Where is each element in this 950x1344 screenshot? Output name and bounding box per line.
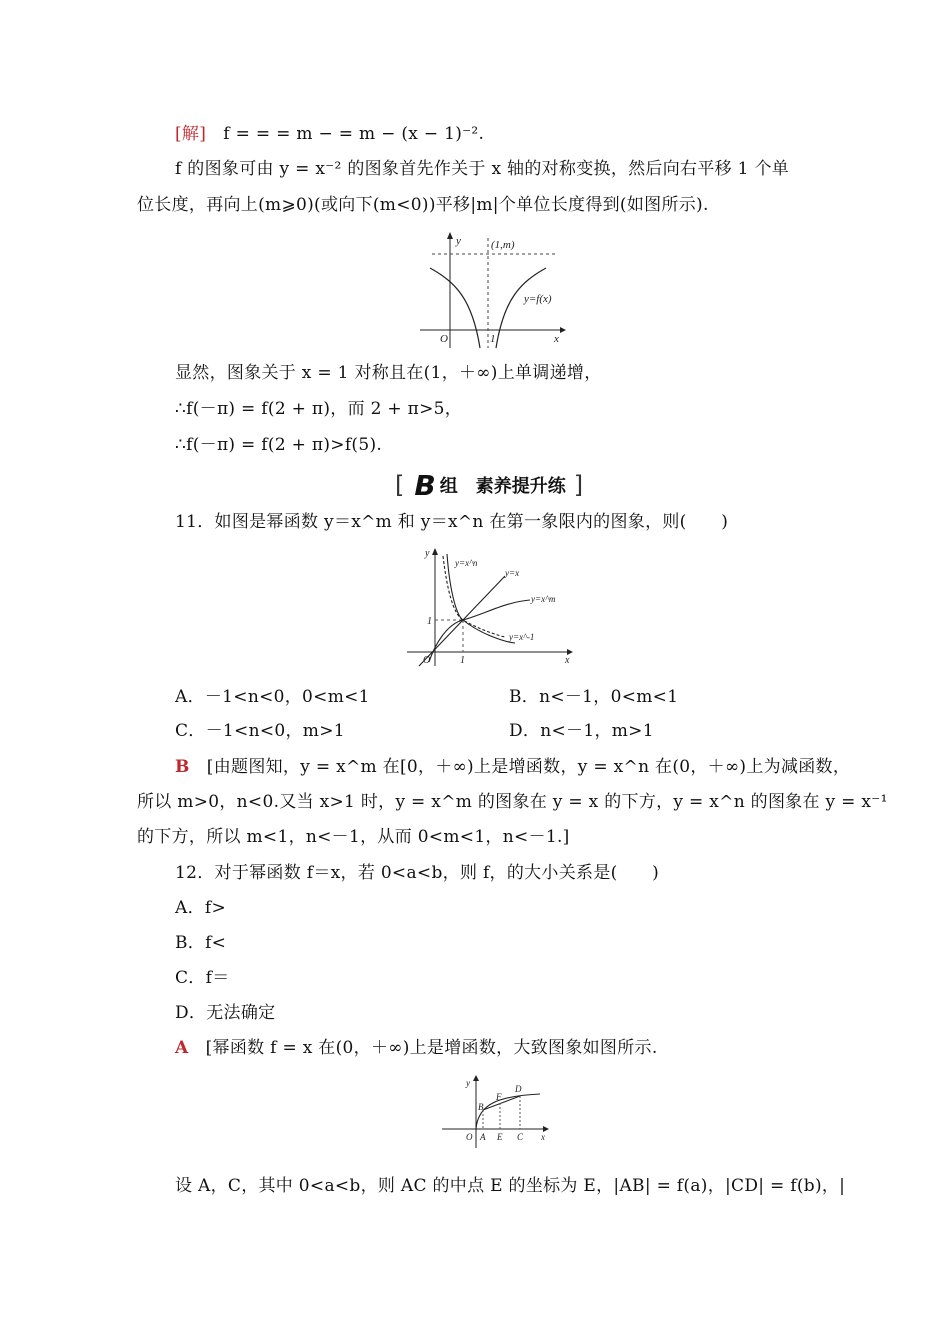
label-a: A	[480, 1132, 486, 1142]
q12-option-d: D．无法确定	[175, 1003, 276, 1023]
label-xn: y=x^n	[455, 558, 478, 568]
label-xm: y=x^m	[531, 594, 556, 604]
label-f: F	[496, 1092, 502, 1102]
q11-exp1: [由题图知，y = x^m 在[0，＋∞)上是增函数，y = x^n 在(0，＋∞)上为减函数，	[206, 757, 851, 777]
sol10-after2: ∴f(－π) = f(2 + π)，而 2 + π>5，	[175, 399, 463, 419]
chord-bd	[483, 1096, 520, 1110]
label-b: B	[478, 1102, 484, 1112]
q11-exp2: 所以 m>0，n<0.又当 x>1 时，y = x^m 的图象在 y = x 的下方，y = x^n 的图象在 y = x⁻¹	[137, 792, 888, 812]
q12-explanation-line1	[175, 1037, 658, 1059]
header-close-bracket: ]	[573, 471, 584, 499]
sol10-formula: f = = = m − = m − (x − 1)⁻².	[223, 124, 485, 144]
label-one: 1	[490, 333, 496, 345]
y-arrow-icon	[473, 1075, 479, 1081]
label-point: (1,m)	[491, 239, 515, 251]
q11-explanation-line1	[175, 756, 850, 778]
q11-answer: B	[175, 757, 190, 777]
label-x: x	[565, 655, 570, 666]
label-yx: y=x	[505, 568, 520, 578]
figure-3-graph	[438, 1074, 553, 1154]
q12-option-a: A．f>	[175, 898, 227, 918]
solution-tag: [解]	[175, 124, 207, 144]
label-o: O	[440, 333, 448, 345]
q11-option-a: A．－1<n<0，0<m<1	[175, 687, 370, 707]
label-y: y	[456, 235, 461, 247]
header-letter: B	[414, 468, 436, 502]
label-curve: y=f(x)	[524, 293, 552, 305]
header-open-bracket: [	[395, 471, 405, 499]
group-b-header	[395, 470, 583, 500]
q12-option-b: B．f<	[175, 933, 227, 953]
x-arrow-icon	[560, 327, 566, 333]
q11-exp3: 的下方，所以 m<1，n<－1，从而 0<m<1，n<－1.]	[137, 827, 570, 847]
q12-exp1: [幂函数 f = x 在(0，＋∞)上是增函数，大致图象如图所示.	[205, 1038, 658, 1058]
label-one-y: 1	[427, 616, 432, 627]
q11-option-d: D．n<－1，m>1	[509, 721, 654, 741]
label-o: O	[466, 1132, 473, 1142]
q11-option-c: C．－1<n<0，m>1	[175, 721, 345, 741]
label-y: y	[425, 548, 430, 559]
label-xinv: y=x^-1	[509, 632, 535, 642]
label-one-x: 1	[460, 655, 465, 666]
power-curve	[476, 1094, 540, 1129]
label-x: x	[554, 333, 559, 345]
q12-option-c: C．f＝	[175, 968, 230, 988]
label-c: C	[517, 1132, 524, 1142]
left-branch	[430, 268, 480, 348]
sol10-after3: ∴f(－π) = f(2 + π)>f(5).	[175, 435, 383, 455]
sol10-formula-line	[175, 123, 484, 145]
q12-answer: A	[175, 1038, 189, 1058]
y-arrow-icon	[447, 232, 453, 239]
header-title: 组 素养提升练	[439, 476, 566, 497]
figure-1-graph	[420, 230, 570, 352]
label-d: D	[515, 1084, 522, 1094]
y-arrow-icon	[432, 548, 438, 555]
q12-exp2: 设 A，C，其中 0<a<b，则 AC 的中点 E 的坐标为 E，|AB| = f(a)，|CD| = f(b)，|	[175, 1176, 846, 1196]
sol10-after1: 显然，图象关于 x = 1 对称且在(1，＋∞)上单调递增，	[175, 363, 602, 383]
label-x: x	[541, 1132, 545, 1142]
q11-stem: 11．如图是幂函数 y＝x^m 和 y＝x^n 在第一象限内的图象，则( )	[175, 512, 729, 532]
sol10-line1: f 的图象可由 y = x⁻² 的图象首先作关于 x 轴的对称变换，然后向右平移 1 个单	[175, 159, 790, 179]
q11-option-b: B．n<－1，0<m<1	[509, 687, 679, 707]
label-o: O	[423, 655, 431, 666]
label-e: E	[497, 1132, 503, 1142]
sol10-line2: 位长度，再向上(m⩾0)(或向下(m<0))平移|m|个单位长度得到(如图所示).	[137, 195, 709, 215]
right-branch	[496, 268, 546, 348]
q12-stem: 12．对于幂函数 f＝x，若 0<a<b，则 f，的大小关系是( )	[175, 863, 660, 883]
figure-2-graph	[405, 544, 580, 669]
label-y: y	[466, 1078, 470, 1088]
